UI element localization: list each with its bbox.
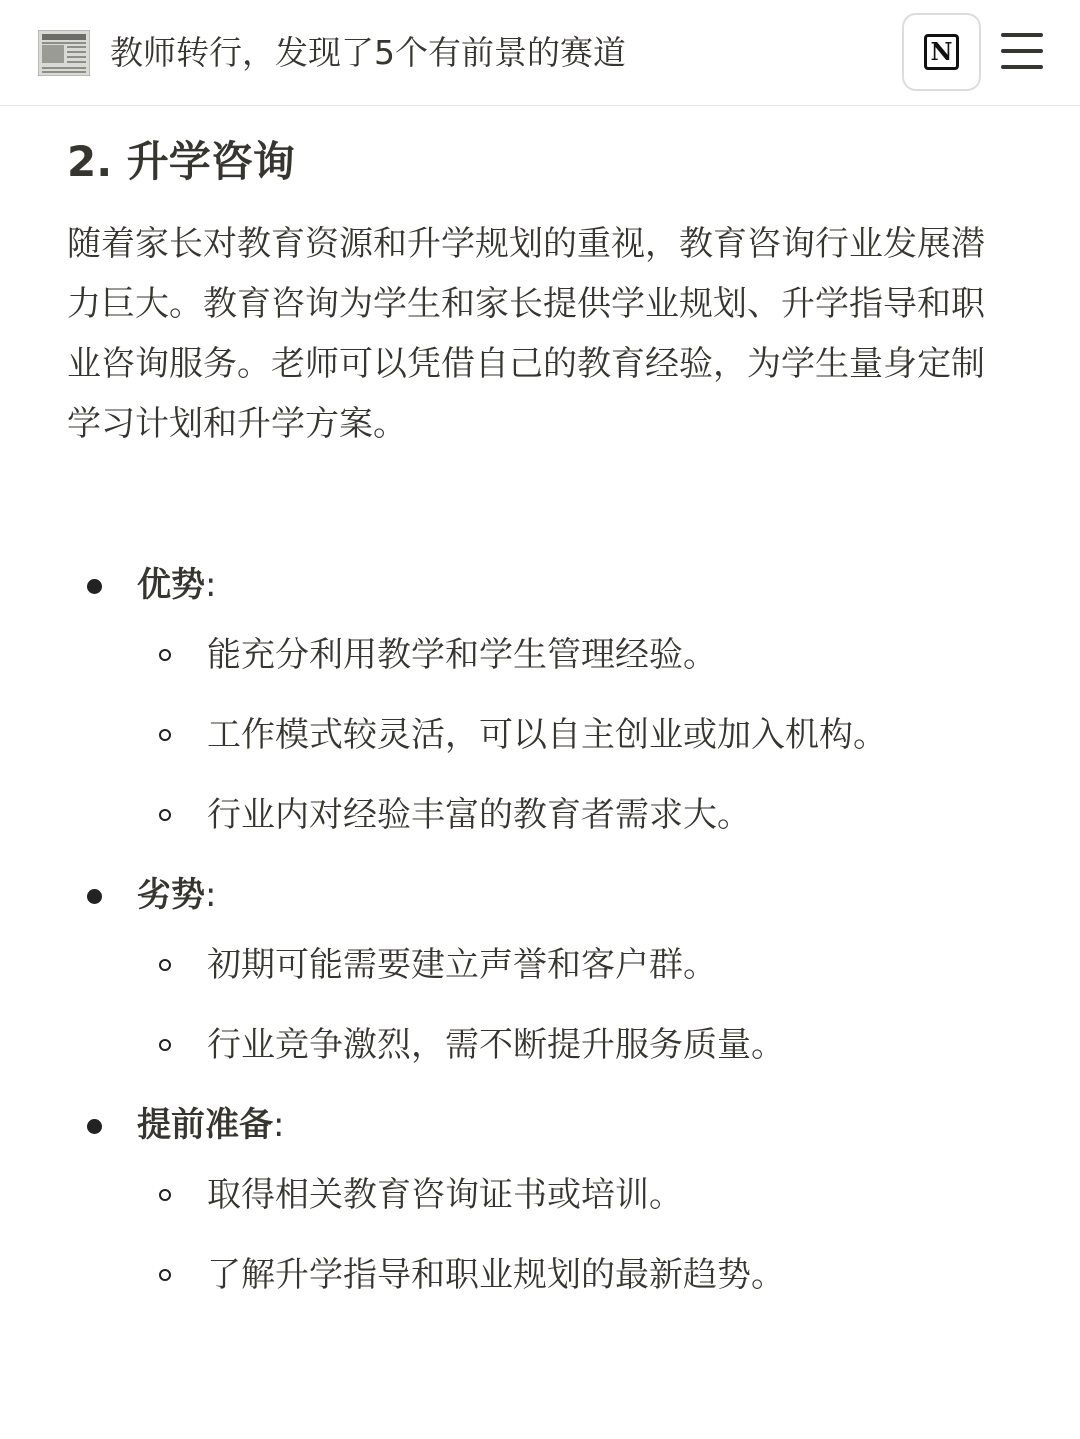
list-item [137, 625, 1017, 705]
bullet-circle-icon [159, 809, 171, 821]
list-item [137, 785, 1017, 865]
bullet-circle-icon [159, 1189, 171, 1201]
list-item-text: 行业竞争激烈，需不断提升服务质量。 [207, 1025, 785, 1065]
sub-list [137, 935, 1017, 1095]
bullet-circle-icon [159, 1039, 171, 1051]
top-bar [0, 0, 1080, 106]
list-item [137, 1165, 1017, 1245]
list-group-preparation [67, 1095, 1017, 1325]
list-group-advantages [67, 555, 1017, 865]
group-label: 劣势 [137, 875, 205, 915]
group-label-colon: : [205, 875, 217, 915]
bullet-disc-icon [87, 889, 102, 904]
list-item-text: 了解升学指导和职业规划的最新趋势。 [207, 1255, 785, 1295]
group-label-colon: : [273, 1105, 285, 1145]
group-label: 提前准备 [137, 1105, 273, 1145]
list-item [137, 1245, 1017, 1325]
group-label-colon: : [205, 565, 217, 605]
list-item-text: 能充分利用教学和学生管理经验。 [207, 635, 717, 675]
group-label: 优势 [137, 565, 205, 605]
sub-list [137, 625, 1017, 865]
bullet-disc-icon [87, 1119, 102, 1134]
list-item-text: 工作模式较灵活，可以自主创业或加入机构。 [207, 715, 887, 755]
open-in-notion-button[interactable] [902, 13, 981, 91]
pros-cons-list [67, 555, 1017, 1325]
newspaper-icon[interactable] [38, 30, 90, 76]
menu-button[interactable] [1001, 31, 1045, 71]
list-item [137, 705, 1017, 785]
bullet-circle-icon [159, 959, 171, 971]
list-item [137, 935, 1017, 1015]
bullet-circle-icon [159, 649, 171, 661]
notion-logo-icon: N [924, 34, 959, 70]
bullet-disc-icon [87, 579, 102, 594]
bullet-circle-icon [159, 1269, 171, 1281]
list-item-text: 初期可能需要建立声誉和客户群。 [207, 945, 717, 985]
section-paragraph: 随着家长对教育资源和升学规划的重视，教育咨询行业发展潜力巨大。教育咨询为学生和家长提供学业规划、升学指导和职业咨询服务。老师可以凭借自己的教育经验，为学生量身定制学习计划和升学方案。 [67, 224, 985, 444]
list-group-disadvantages [67, 865, 1017, 1095]
page-title: 教师转行，发现了5个有前景的赛道 [110, 33, 626, 72]
sub-list [137, 1165, 1017, 1325]
bullet-circle-icon [159, 729, 171, 741]
list-item-text: 取得相关教育咨询证书或培训。 [207, 1175, 683, 1215]
section-heading: 2. 升学咨询 [67, 137, 295, 186]
list-item-text: 行业内对经验丰富的教育者需求大。 [207, 795, 751, 835]
list-item [137, 1015, 1017, 1095]
page-content [67, 130, 1017, 1295]
